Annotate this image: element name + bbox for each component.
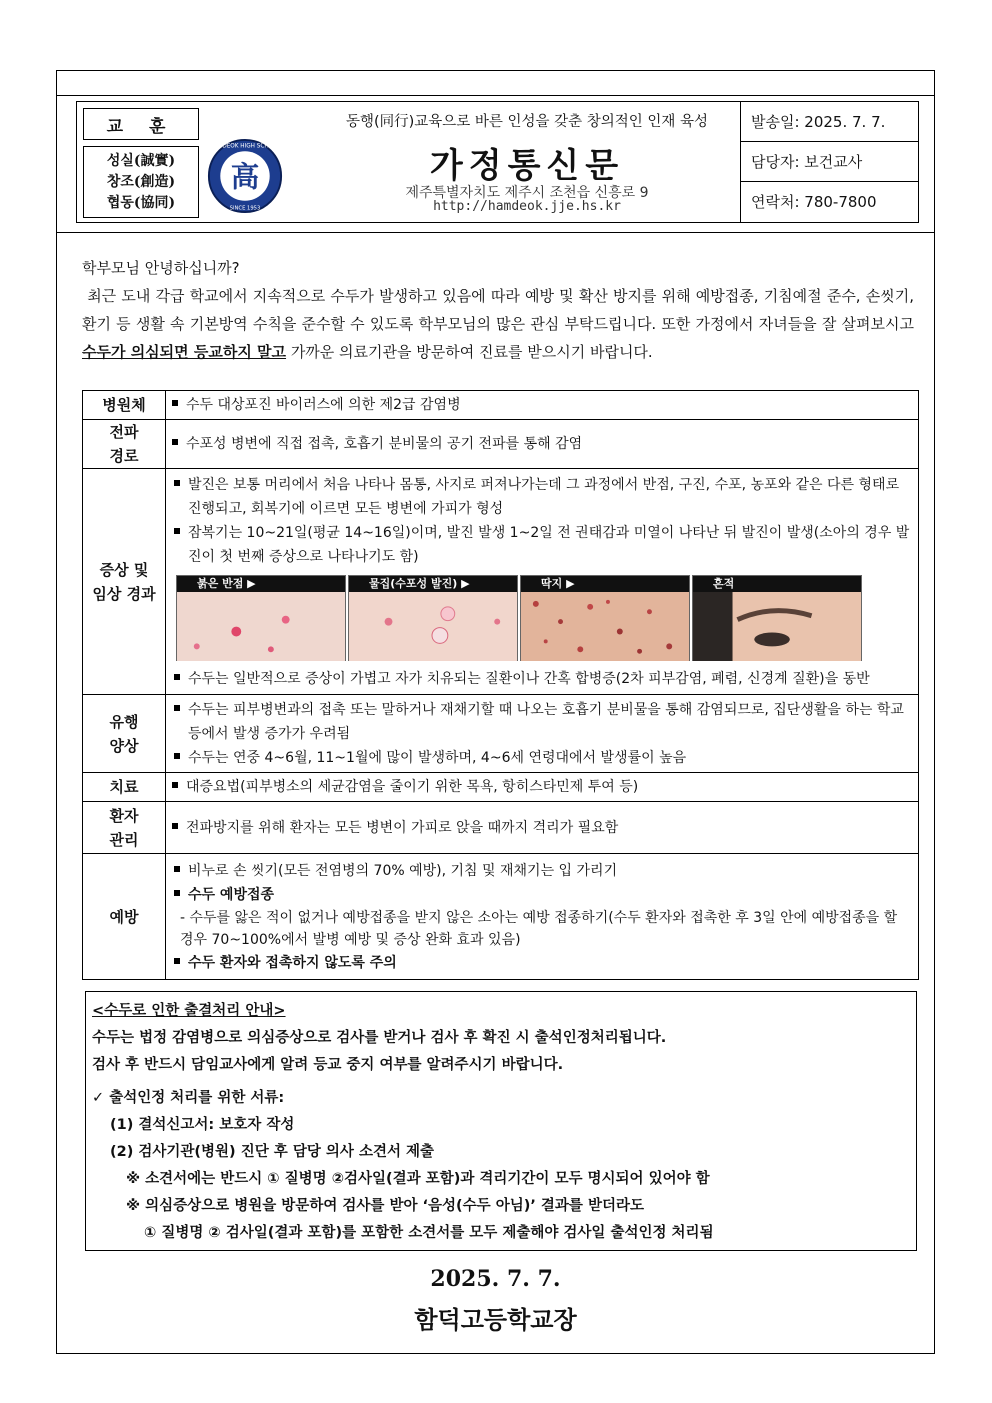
table-row <box>83 773 919 802</box>
patient-text: 전파방지를 위해 환자는 모든 병변이 가피로 앉을 때까지 격리가 필요함 <box>186 819 619 836</box>
intro-body <box>82 282 914 366</box>
route-text: 수포성 병변에 직접 접촉, 호흡기 분비물의 공기 전파를 통해 감염 <box>186 436 583 452</box>
doc-note: ① 질병명 ② 검사일(결과 포함)를 포함한 소견서를 모두 제출해야 검사일 출석인정 처리됨 <box>144 1225 714 1241</box>
school-logo-icon <box>207 138 283 214</box>
scab-image <box>521 592 689 661</box>
prevent-text: 수두 환자와 접촉하지 않도록 주의 <box>188 954 397 971</box>
table-row <box>83 802 919 854</box>
row-label: 증상 및 임상 경과 <box>83 469 166 695</box>
motto-item: 성실(誠實) <box>106 152 176 169</box>
epi-text: 수두는 연중 4~6월, 11~1월에 많이 발생하며, 4~6세 연령대에서 발생률이 높음 <box>188 749 687 766</box>
list-item <box>172 746 912 770</box>
prevent-text: 수두 예방접종 <box>188 886 275 903</box>
frame-header-rule <box>57 232 934 233</box>
symptom-photo <box>520 575 690 661</box>
photo-label: 붉은 반점 ▶ <box>177 576 345 592</box>
table-row <box>83 420 919 469</box>
intro-text-1: 최근 도내 각급 학교에서 지속적으로 수두가 발생하고 있음에 따라 예방 및 확산 방지를 위해 예방접종, 기침예절 준수, 손씻기, 환기 등 생활 속 기본방역 수칙을 준수할 수 있도록 학부모님의 많은 관심 부탁드립니다. 또한 가정에서 자녀들을 잘 살펴보시고 <box>82 287 914 333</box>
letter-header <box>76 101 919 223</box>
photo-label: 흔적 <box>693 576 861 592</box>
intro <box>82 254 914 366</box>
row-content <box>166 802 919 854</box>
list-item <box>172 521 912 569</box>
row-label: 치료 <box>83 773 166 802</box>
intro-text-2: 가까운 의료기관을 방문하여 진료를 받으시기 바랍니다. <box>286 343 653 361</box>
footer-principal: 함덕고등학교장 <box>414 1305 577 1334</box>
intro-emphasis: 수두가 의심되면 등교하지 말고 <box>82 343 287 361</box>
list-item <box>172 951 912 975</box>
row-content <box>166 695 919 773</box>
logo-char: 高 <box>230 159 260 194</box>
list-item: - 수두를 앓은 적이 없거나 예방접종을 받지 않은 소아는 예방 접종하기(수두 환자와 접촉한 후 3일 안에 예방접종을 할 경우 70~100%에서 발병 예방 및 증상 완화 효과 있음) <box>180 909 898 948</box>
symptom-text: 수두는 일반적으로 증상이 가볍고 자가 치유되는 질환이나 간혹 합병증(2차 피부감염, 폐렴, 신경계 질환)을 동반 <box>188 670 870 687</box>
row-label: 병원체 <box>83 391 166 420</box>
docs-title: ✓ 출석인정 처리를 위한 서류: <box>92 1090 285 1106</box>
notice-title: <수두로 인한 출결처리 안내> <box>92 1003 286 1019</box>
frame-top-rule <box>57 95 934 96</box>
motto-item: 협동(協同) <box>106 194 176 211</box>
motto-item: 창조(創造) <box>106 173 176 190</box>
symptom-text: 발진은 보통 머리에서 처음 나타나 몸통, 사지로 퍼져나가는데 그 과정에서 반점, 구진, 수포, 농포와 같은 다른 형태로 진행되고, 회복기에 이르면 모든 병변에 가피가 형성 <box>188 476 900 517</box>
photo-label: 딱지 ▶ <box>521 576 689 592</box>
list-item <box>172 473 912 521</box>
list-item <box>172 667 912 691</box>
table-row <box>83 391 919 420</box>
school-url[interactable]: http://hamdeok.jje.hs.kr <box>433 199 621 214</box>
notice-line: 검사 후 반드시 담임교사에게 알려 등교 중지 여부를 알려주시기 바랍니다. <box>92 1057 564 1073</box>
footer-date: 2025. 7. 7. <box>430 1266 561 1292</box>
motto-list <box>83 146 199 218</box>
varicella-info-table <box>82 390 919 980</box>
treat-text: 대증요법(피부병소의 세균감염을 줄이기 위한 목욕, 항히스타민제 투여 등) <box>186 779 639 795</box>
row-content <box>166 773 919 802</box>
table-row <box>83 469 919 695</box>
scar-image <box>693 592 861 661</box>
row-content <box>166 854 919 980</box>
table-row <box>83 695 919 773</box>
symptom-photo <box>348 575 518 661</box>
list-item <box>172 883 912 907</box>
greeting: 학부모님 안녕하십니까? <box>82 259 240 277</box>
school-address: 제주특별자치도 제주시 조천읍 신흥로 9 <box>405 185 649 201</box>
doc-item: (2) 검사기관(병원) 진단 후 담당 의사 소견서 제출 <box>110 1144 435 1160</box>
contact-phone: 연락처: 780-7800 <box>751 193 877 211</box>
doc-item: (1) 결석신고서: 보호자 작성 <box>110 1117 295 1133</box>
row-label: 환자 관리 <box>83 802 166 854</box>
motto-label: 교 훈 <box>83 108 199 140</box>
logo-since: SINCE 1953 <box>229 205 261 212</box>
page-title: 가정통신문 <box>429 146 625 186</box>
contact-person: 담당자: 보건교사 <box>741 142 919 182</box>
doc-note: ※ 의심증상으로 병원을 방문하여 검사를 받아 ‘음성(수두 아님)’ 결과를 받더라도 <box>126 1198 645 1214</box>
header-info <box>740 102 919 222</box>
logo-text: HAMDEOK HIGH SCHOOL <box>209 143 281 150</box>
list-item <box>172 859 912 883</box>
symptom-photo <box>176 575 346 661</box>
slogan: 동행(同行)교육으로 바른 인성을 갖춘 창의적인 인재 육성 <box>345 114 709 130</box>
attendance-notice <box>85 991 917 1251</box>
table-row <box>83 854 919 980</box>
epi-text: 수두는 피부병변과의 접촉 또는 말하거나 재채기할 때 나오는 호흡기 분비물을 통해 감염되므로, 집단생활을 하는 학교 등에서 발생 증가가 우려됨 <box>188 701 904 742</box>
list-item <box>172 698 912 746</box>
notice-line: 수두는 법정 감염병으로 의심증상으로 검사를 받거나 검사 후 확진 시 출석인정처리됩니다. <box>92 1030 667 1046</box>
doc-note: ※ 소견서에는 반드시 ① 질병명 ②검사일(결과 포함)과 격리기간이 모두 명시되어 있어야 함 <box>126 1171 710 1187</box>
row-label: 예방 <box>83 854 166 980</box>
prevent-text: 비누로 손 씻기(모든 전염병의 70% 예방), 기침 및 재채기는 입 가리기 <box>188 862 618 879</box>
send-date: 발송일: 2025. 7. 7. <box>741 102 919 142</box>
symptom-photos <box>176 575 912 661</box>
blister-image <box>349 592 517 661</box>
pathogen-text: 수두 대상포진 바이러스에 의한 제2급 감염병 <box>186 397 461 413</box>
symptom-photo <box>692 575 862 661</box>
row-content <box>166 469 919 695</box>
red-spots-image <box>177 592 345 661</box>
row-label: 유행 양상 <box>83 695 166 773</box>
row-label: 전파 경로 <box>83 420 166 469</box>
row-content <box>166 420 919 469</box>
symptom-text: 잠복기는 10~21일(평균 14~16일)이며, 발진 발생 1~2일 전 권태감과 미열이 나타난 뒤 발진이 발생(소아의 경우 발진이 첫 번째 증상으로 나타나기도 함) <box>188 524 910 565</box>
photo-label: 물집(수포성 발진) ▶ <box>349 576 517 592</box>
row-content <box>166 391 919 420</box>
